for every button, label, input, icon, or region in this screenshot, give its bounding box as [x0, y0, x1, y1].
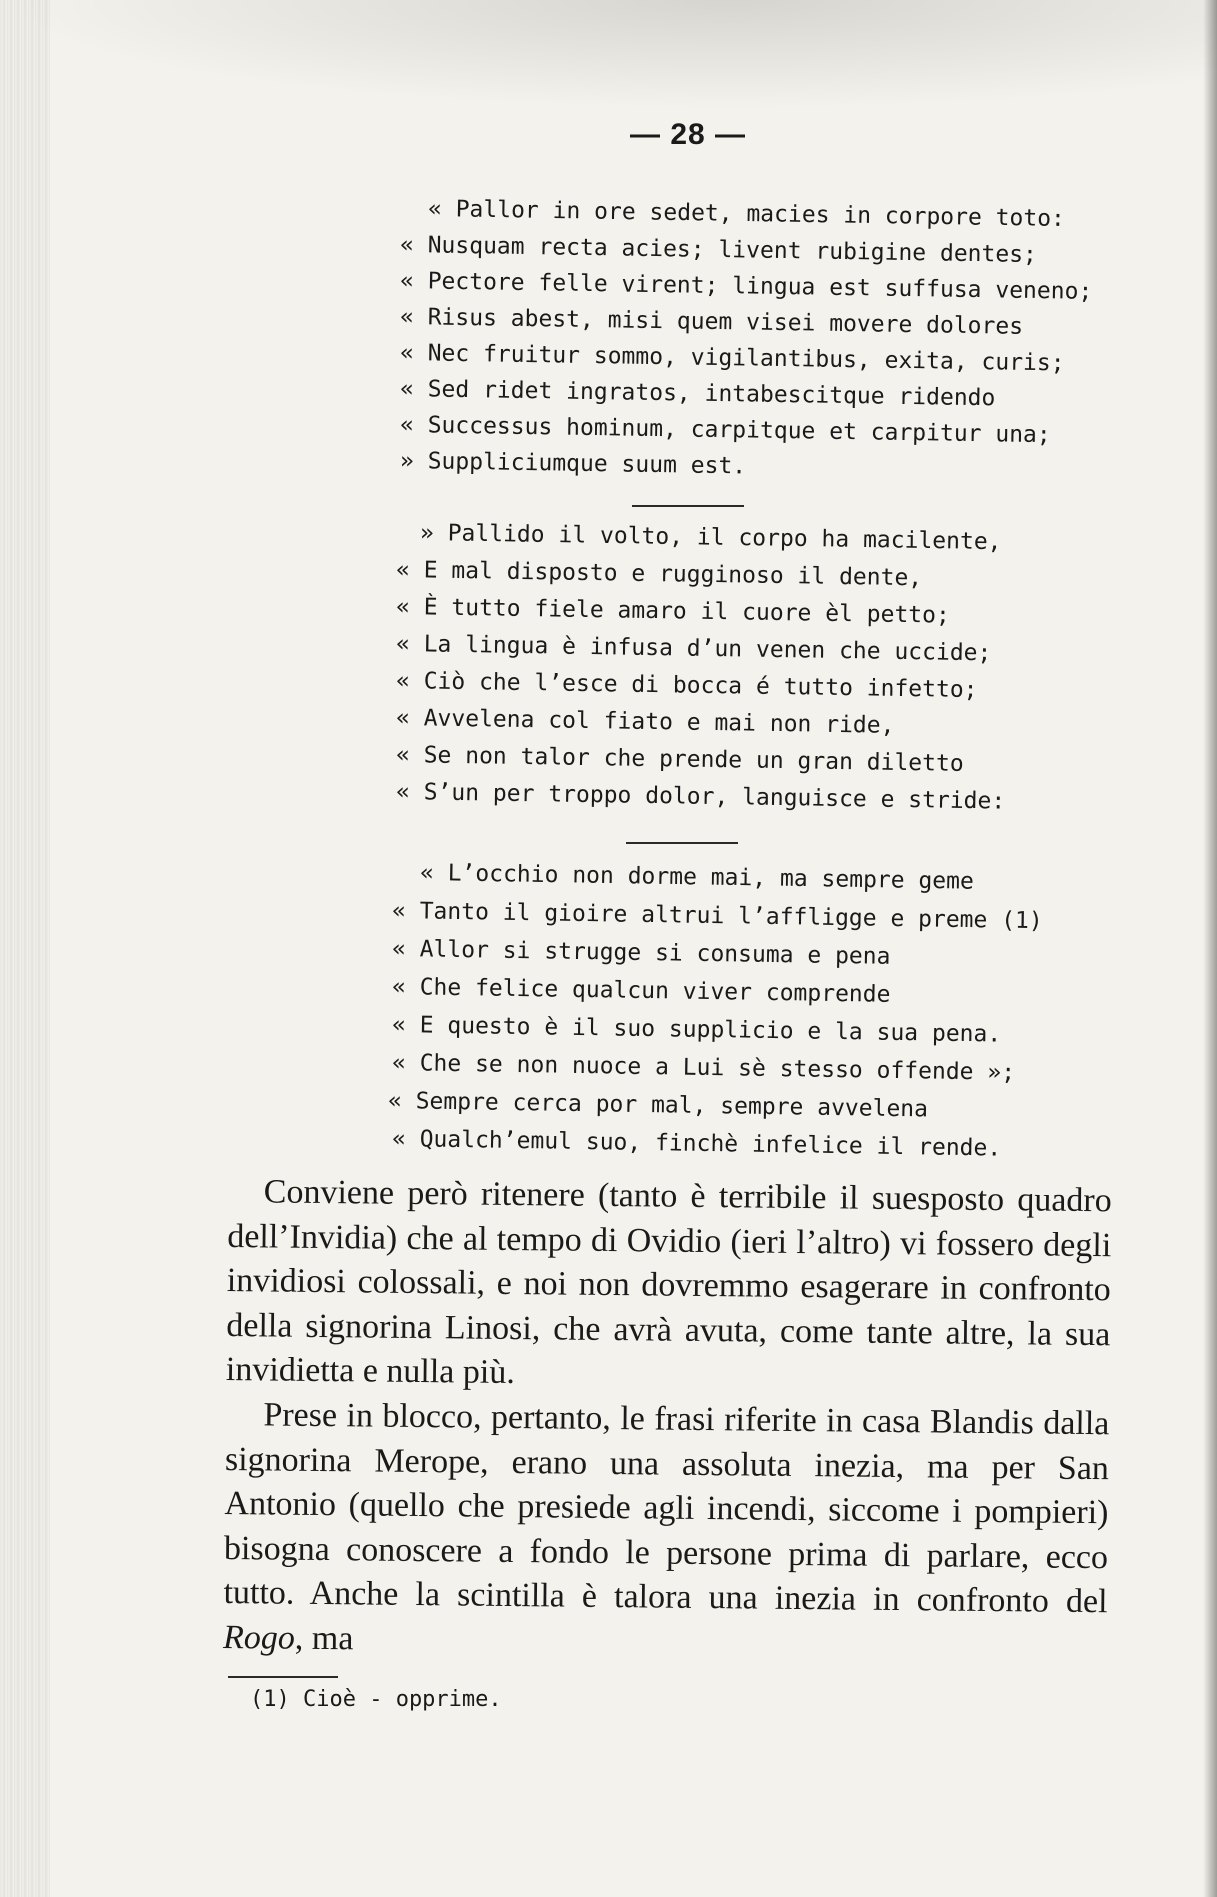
stanza-divider	[632, 505, 744, 507]
verse-line: « Sed ridet ingratos, intabescitque ridendo	[399, 376, 996, 412]
scan-shadow-right	[1203, 0, 1217, 1897]
scan-shadow-top	[0, 0, 1217, 110]
scan-binding-edge	[0, 0, 50, 1897]
paragraph-2-text: Prese in blocco, pertanto, le frasi riferite in casa Blandis dalla signorina Merope, erano una assoluta inezia, ma per San Antonio (quello che presiede agli incendi, siccome i pompieri) bisogna conoscere a fondo le persone prima di parlare, ecco tutto. Anche la scintilla è talora una inezia in confronto del	[223, 1396, 1110, 1621]
verse-line: « È tutto fiele amaro il cuore èl petto;	[395, 594, 951, 629]
verse-line: « Risus abest, misi quem visei movere dolores	[399, 304, 1024, 340]
verse-line: « E questo è il suo supplicio e la sua pena.	[391, 1012, 1002, 1048]
paragraph-1: Conviene però ritenere (tanto è terribile il suesposto quadro dell’Invidia) che al tempo di Ovidio (ieri l’altro) vi fossero degli invidiosi colossali, e noi non dovremmo esagerare in confronto della signorina Linosi, che avrà avuta, come tante altre, la sua invidietta e nulla più.	[225, 1173, 1112, 1392]
verse-line: « Nusquam recta acies; livent rubigine dentes;	[399, 232, 1038, 269]
verse-line: « Tanto il gioire altrui l’affligge e preme (1)	[391, 898, 1043, 935]
page-number: — 28 —	[630, 118, 747, 151]
verse-line: « L’occhio non dorme mai, ma sempre geme	[419, 860, 975, 895]
verse-line: « Che felice qualcun viver comprende	[391, 974, 891, 1008]
verse-line: « Ciò che l’esce di bocca é tutto infetto;	[395, 668, 978, 704]
italic-word-rogo: Rogo	[222, 1618, 296, 1657]
verse-line: « Successus hominum, carpitque et carpitur una;	[399, 412, 1051, 449]
verse-line: « Pectore felle virent; lingua est suffusa veneno;	[399, 268, 1093, 305]
verse-line: » Suppliciumque suum est.	[399, 448, 747, 480]
verse-line: « Se non talor che prende un gran diletto	[395, 742, 964, 777]
verse-line: « Pallor in ore sedet, macies in corpore toto:	[427, 196, 1066, 233]
prose-body	[223, 1170, 1112, 1670]
footnote-divider	[228, 1676, 338, 1678]
paragraph-2	[223, 1393, 1110, 1670]
verse-line: « Avvelena col fiato e mai non ride,	[395, 705, 895, 739]
verse-line: « E mal disposto e rugginoso il dente,	[395, 557, 923, 592]
verse-line: » Pallido il volto, il corpo ha macilente,	[419, 520, 1002, 556]
paragraph-2-end: , ma	[294, 1619, 354, 1658]
stanza-divider	[626, 842, 738, 844]
verse-line: « Sempre cerca por mal, sempre avvelena	[387, 1088, 929, 1123]
verse-line: « Qualch’emul suo, finchè infelice il rende.	[391, 1126, 1002, 1162]
verse-line: « Allor si strugge si consuma e pena	[391, 936, 891, 970]
verse-line: « La lingua è infusa d’un venen che uccide;	[395, 631, 992, 667]
verse-line: « Che se non nuoce a Lui sè stesso offende »;	[391, 1050, 1016, 1086]
verse-line: « Nec fruitur sommo, vigilantibus, exita, curis;	[399, 340, 1065, 377]
verse-line: « S’un per troppo dolor, languisce e stride:	[395, 779, 1006, 815]
footnote: (1) Cioè - opprime.	[250, 1687, 502, 1712]
